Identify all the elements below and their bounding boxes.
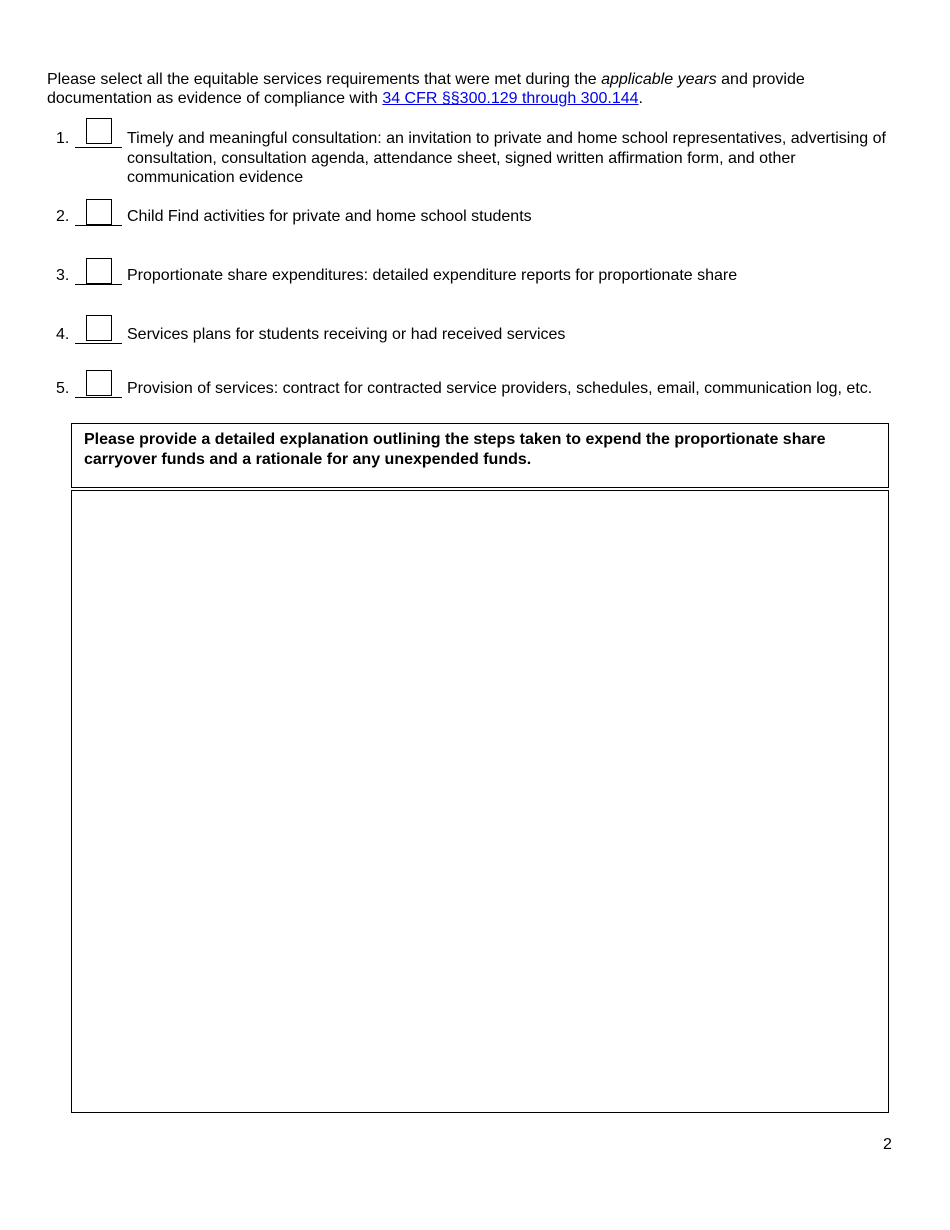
item-number: 1. — [56, 130, 70, 147]
item-checkbox-4[interactable] — [86, 315, 112, 341]
intro-emphasis: applicable years — [601, 71, 717, 88]
page-number: 2 — [883, 1136, 892, 1153]
item-checkbox-1[interactable] — [86, 118, 112, 144]
item-checkbox-2[interactable] — [86, 199, 112, 225]
item-number: 4. — [56, 326, 70, 343]
intro-text-before: Please select all the equitable services requirements that were met during the — [47, 71, 602, 88]
intro-text-middle: and provide documentation as evidence of compliance with — [47, 71, 805, 107]
item-text: Services plans for students receiving or had received services — [127, 326, 566, 343]
explanation-textarea[interactable] — [71, 490, 889, 1113]
item-number: 2. — [56, 208, 70, 225]
cfr-link[interactable]: 34 CFR §§300.129 through 300.144 — [382, 90, 639, 107]
item-text: Proportionate share expenditures: detailed expenditure reports for proportionate share — [127, 267, 738, 284]
explanation-prompt: Please provide a detailed explanation outlining the steps taken to expend the proportionate share carryover funds and a rationale for any unexpended funds. — [71, 423, 889, 488]
item-text: Provision of services: contract for contracted service providers, schedules, email, communication log, etc. — [127, 380, 873, 397]
item-number: 5. — [56, 380, 70, 397]
item-checkbox-3[interactable] — [86, 258, 112, 284]
intro-paragraph — [47, 70, 907, 108]
intro-text-after: . — [638, 90, 643, 107]
item-number: 3. — [56, 267, 70, 284]
item-text: Timely and meaningful consultation: an invitation to private and home school representatives, advertising of consultation, consultation agenda, attendance sheet, signed written affirmation form, and other communication evidence — [127, 130, 886, 186]
item-checkbox-5[interactable] — [86, 370, 112, 396]
item-text: Child Find activities for private and home school students — [127, 208, 532, 225]
